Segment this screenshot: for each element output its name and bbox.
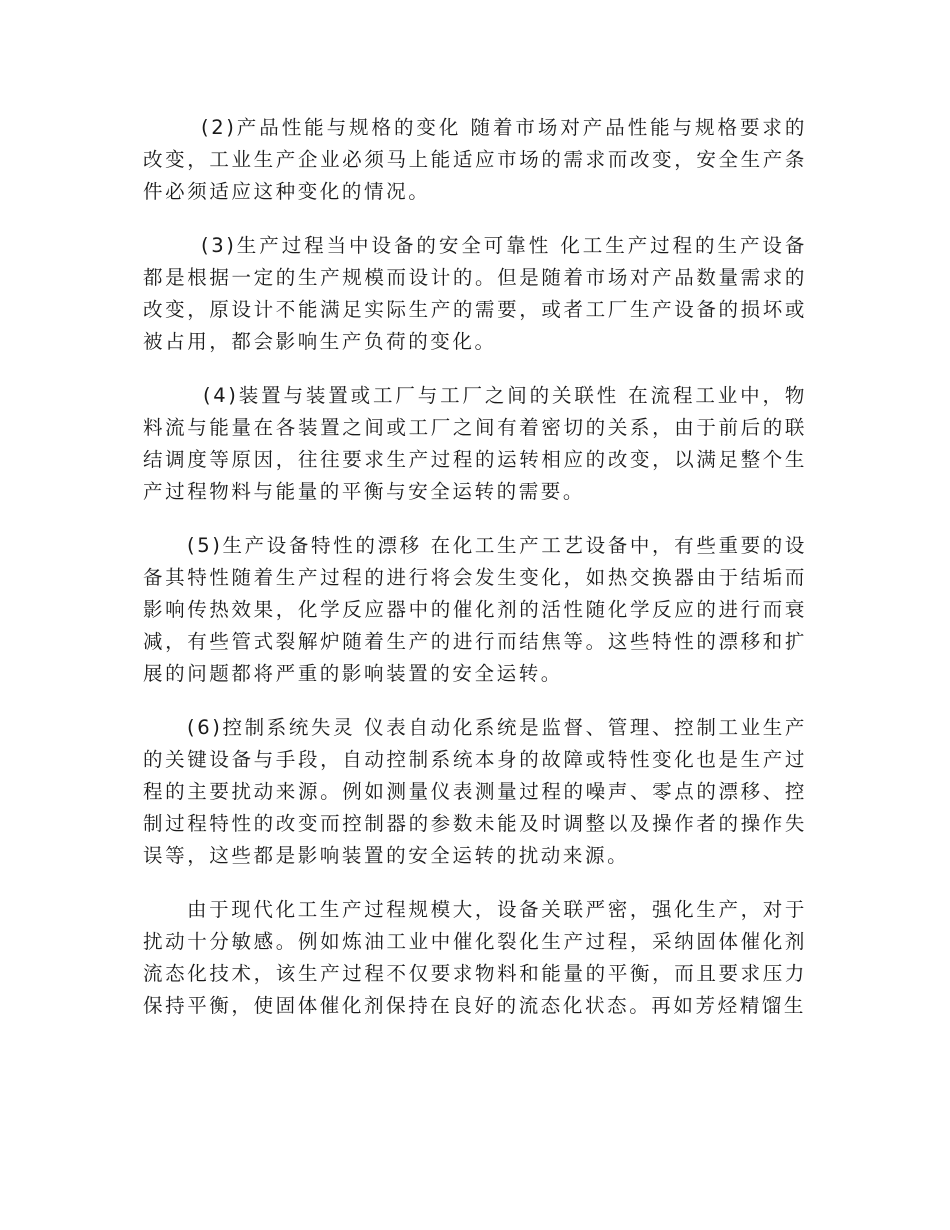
paragraph-equipment-drift: (5)生产设备特性的漂移 在化工生产工艺设备中，有些重要的设备其特性随着生产过程的进行将会发生变化，如热交换器由于结垢而影响传热效果，化学反应器中的催化剂的活性随化学反应的进行而衰减，有些管式裂解炉随着生产的进行而结焦等。这些特性的漂移和扩展的问题都将严重的影响装置的安全运转。 [143, 534, 807, 685]
paragraph-equipment-reliability: (3)生产过程当中设备的安全可靠性 化工生产过程的生产设备都是根据一定的生产规模而设计的。但是随着市场对产品数量需求的改变，原设计不能满足实际生产的需要，或者工厂生产设备的损坏或被占用，都会影响生产负荷的变化。 [143, 234, 807, 353]
document-page [143, 112, 807, 1022]
paragraph-product-performance: (2)产品性能与规格的变化 随着市场对产品性能与规格要求的改变，工业生产企业必须马上能适应市场的需求而改变，安全生产条件必须适应这种变化的情况。 [143, 116, 807, 203]
paragraph-process-sensitivity: 由于现代化工生产过程规模大，设备关联严密，强化生产，对于扰动十分敏感。例如炼油工业中催化裂化生产过程，采纳固体催化剂流态化技术，该生产过程不仅要求物料和能量的平衡，而且要求压力保持平衡，使固体催化剂保持在良好的流态化状态。再如芳烃精馏生 [143, 898, 807, 1017]
paragraph-control-failure: (6)控制系统失灵 仪表自动化系统是监督、管理、控制工业生产的关键设备与手段，自动控制系统本身的故障或特性变化也是生产过程的主要扰动来源。例如测量仪表测量过程的噪声、零点的漂移、控制过程特性的改变而控制器的参数未能及时调整以及操作者的操作失误等，这些都是影响装置的安全运转的扰动来源。 [143, 716, 807, 867]
paragraph-plant-correlation: (4)装置与装置或工厂与工厂之间的关联性 在流程工业中，物料流与能量在各装置之间或工厂之间有着密切的关系，由于前后的联结调度等原因，往往要求生产过程的运转相应的改变，以满足整个生产过程物料与能量的平衡与安全运转的需要。 [143, 384, 807, 503]
